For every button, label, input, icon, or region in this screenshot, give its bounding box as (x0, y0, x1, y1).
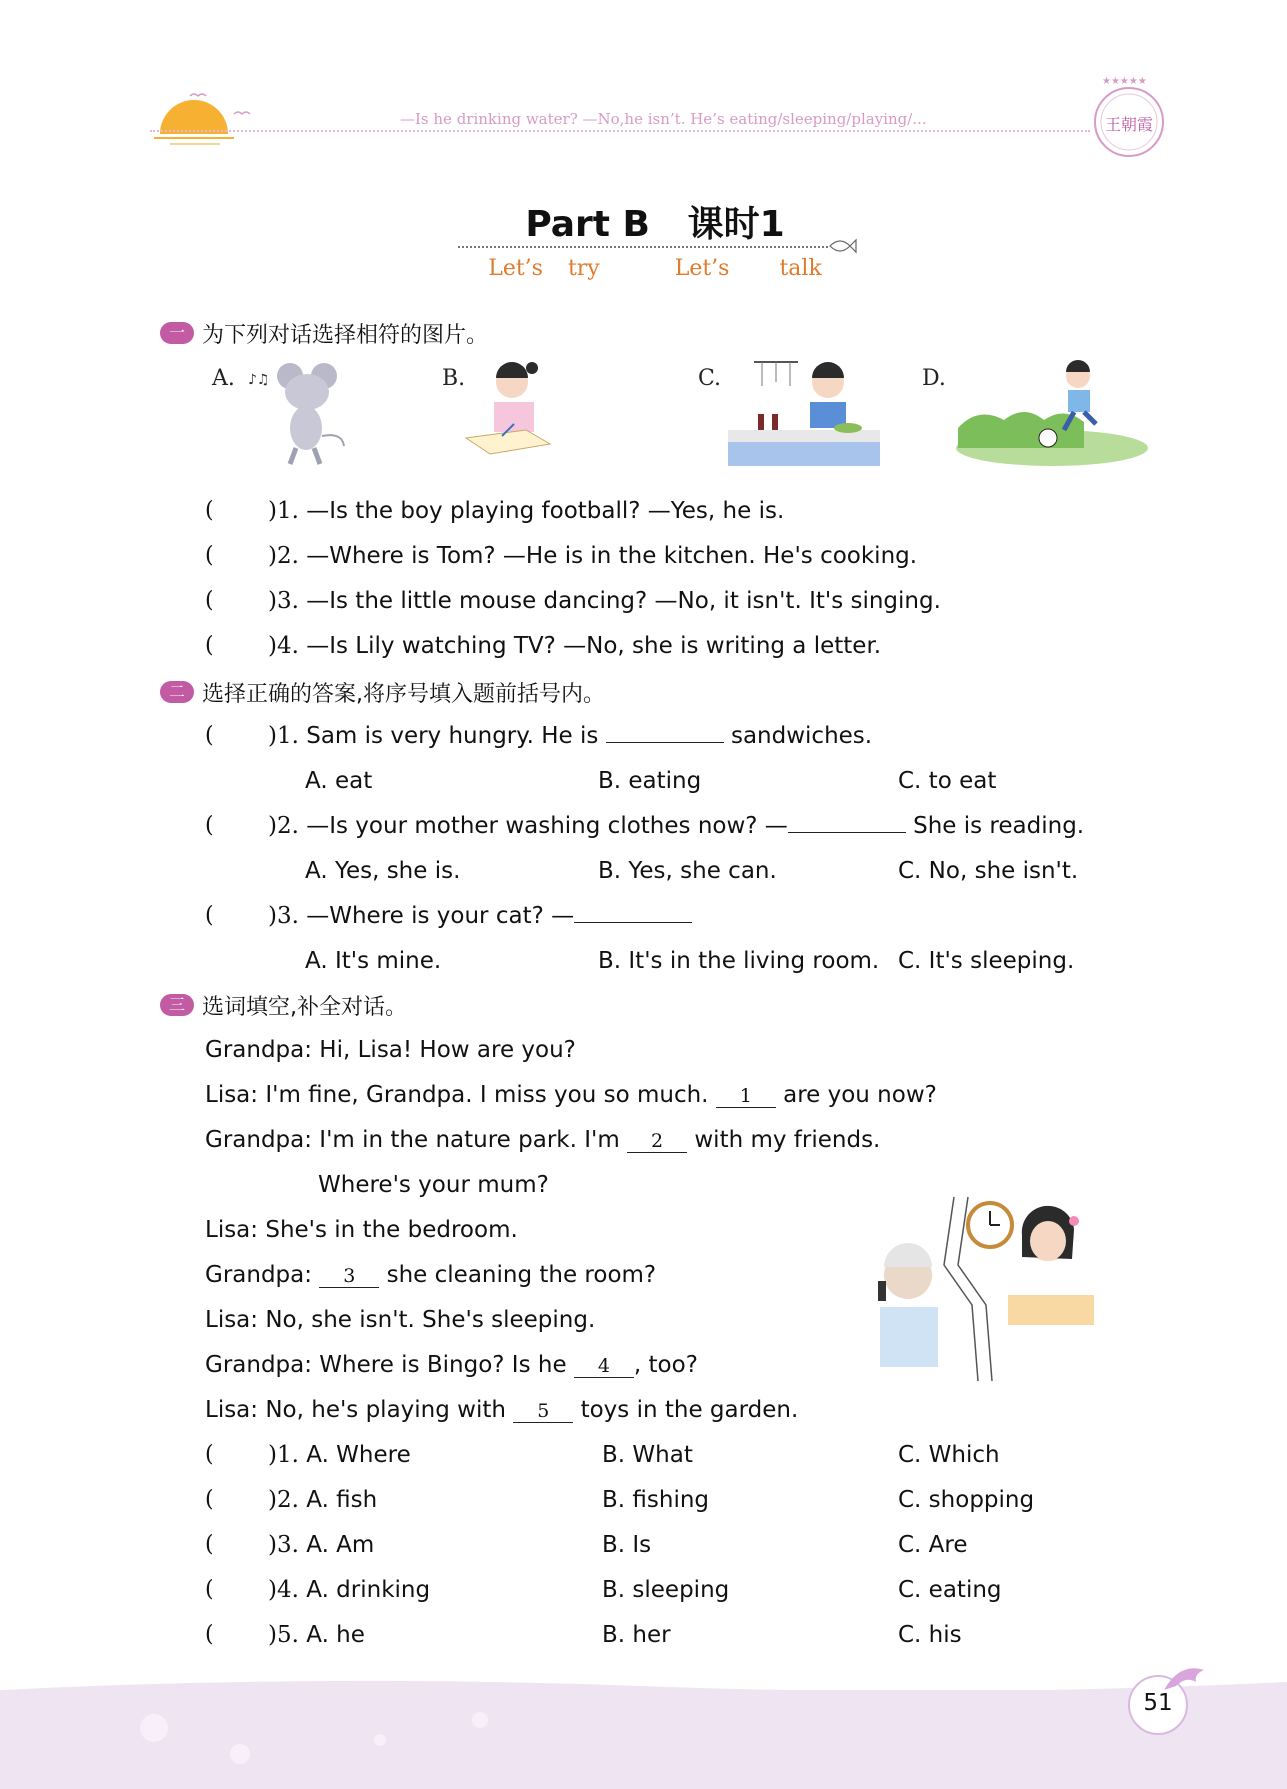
answer-paren[interactable]: ( (205, 723, 214, 748)
answer-blank[interactable] (788, 832, 906, 833)
choice-row-3 (268, 1532, 374, 1558)
option-c: C. Which (898, 1442, 1000, 1468)
header-topic-text: —Is he drinking water? —No,he isn’t. He’s eating/sleeping/playing/... (400, 110, 927, 128)
fish-ornament-icon (828, 236, 858, 256)
option-c: C. his (898, 1622, 962, 1648)
answer-blank[interactable] (574, 922, 692, 923)
option-b: B. What (602, 1442, 693, 1468)
answer-paren[interactable]: ( (205, 1442, 214, 1467)
dialogue-text: , too? (633, 1352, 698, 1378)
question-2-2 (268, 813, 1084, 839)
question-text: —Is Lily watching TV? —No, she is writing a letter. (306, 633, 882, 659)
question-number: )2. (268, 543, 299, 569)
option-a: A. Where (306, 1442, 411, 1468)
dialogue-blank-5[interactable]: 5 (513, 1400, 573, 1423)
picture-c-label: C. (698, 366, 722, 391)
option-a: A. Am (306, 1532, 375, 1558)
answer-paren[interactable]: ( (205, 813, 214, 838)
question-text-after: She is reading. (905, 813, 1085, 839)
question-2-1 (268, 723, 872, 749)
dialogue-line: Grandpa: Hi, Lisa! How are you? (205, 1037, 576, 1063)
dialogue-text: Lisa: I'm fine, Grandpa. I miss you so much. (205, 1082, 716, 1108)
answer-paren[interactable]: ( (205, 903, 214, 928)
question-number: )4. (268, 633, 299, 659)
answer-paren[interactable]: ( (205, 633, 214, 658)
option-a: A. he (306, 1622, 365, 1648)
answer-blank[interactable] (606, 742, 724, 743)
answer-paren[interactable]: ( (205, 543, 214, 568)
answer-paren[interactable]: ( (205, 1487, 214, 1512)
option-b: B. eating (598, 768, 702, 794)
dialogue-text: Grandpa: (205, 1262, 320, 1288)
boy-football-picture (956, 358, 1150, 468)
option-b: B. her (602, 1622, 671, 1648)
answer-paren[interactable]: ( (205, 588, 214, 613)
answer-paren[interactable]: ( (205, 1622, 214, 1647)
picture-d-label: D. (922, 366, 946, 391)
dialogue-text: Grandpa: I'm in the nature park. I'm (205, 1127, 628, 1153)
choice-row-1 (268, 1442, 411, 1468)
option-c: C. No, she isn't. (898, 858, 1079, 884)
option-b: B. Is (602, 1532, 652, 1558)
dialogue-blank-4[interactable]: 4 (574, 1355, 634, 1378)
dialogue-blank-1[interactable]: 1 (716, 1085, 776, 1108)
question-number: )5. (268, 1622, 299, 1648)
section-2-heading: 选择正确的答案,将序号填入题前括号内。 (202, 682, 605, 707)
seal-lettering: 王朝霞 (1104, 115, 1154, 134)
picture-a-label: A. (212, 366, 235, 391)
phone-call-picture (868, 1195, 1094, 1381)
question-2-3 (268, 903, 692, 929)
choice-row-2 (268, 1487, 377, 1513)
dialogue-line: Where's your mum? (318, 1172, 549, 1198)
dialogue-line (205, 1397, 798, 1423)
option-b: B. It's in the living room. (598, 948, 880, 974)
question-text: —Is the boy playing football? —Yes, he is. (306, 498, 785, 524)
header-divider (150, 130, 1090, 132)
section-1-heading: 为下列对话选择相符的图片。 (202, 323, 489, 348)
question-1-4 (268, 633, 881, 659)
section-1-badge: 一 (160, 322, 194, 344)
choice-row-4 (268, 1577, 430, 1603)
dialogue-line: Lisa: She's in the bedroom. (205, 1217, 518, 1243)
girl-writing-picture (462, 358, 572, 468)
option-c: C. eating (898, 1577, 1002, 1603)
dialogue-line (205, 1262, 656, 1288)
question-number: )2. (268, 1487, 299, 1513)
answer-paren[interactable]: ( (205, 1532, 214, 1557)
dialogue-text: toys in the garden. (573, 1397, 799, 1423)
dialogue-blank-3[interactable]: 3 (319, 1265, 379, 1288)
section-2-badge: 二 (160, 681, 194, 703)
option-a: A. eat (305, 768, 373, 794)
page-subtitle: Let’s try Let’s talk (488, 256, 822, 281)
option-c: C. shopping (898, 1487, 1035, 1513)
option-c: C. Are (898, 1532, 968, 1558)
dialogue-text: Lisa: No, he's playing with (205, 1397, 514, 1423)
dialogue-text: she cleaning the room? (379, 1262, 657, 1288)
option-b: B. fishing (602, 1487, 710, 1513)
page-title: Part B 课时1 (525, 204, 785, 245)
question-1-1 (268, 498, 784, 524)
page-number: 51 (1143, 1690, 1173, 1716)
question-number: )3. (268, 903, 299, 929)
question-number: )4. (268, 1577, 299, 1603)
dialogue-line (205, 1127, 880, 1153)
question-number: )1. (268, 498, 299, 524)
dialogue-text: Grandpa: Where is Bingo? Is he (205, 1352, 574, 1378)
option-a: A. It's mine. (305, 948, 442, 974)
question-text-before: Sam is very hungry. He is (306, 723, 606, 749)
svg-text:♪♫: ♪♫ (248, 372, 270, 388)
boy-cooking-picture (728, 358, 880, 468)
choice-row-5 (268, 1622, 365, 1648)
dialogue-line (205, 1352, 698, 1378)
dialogue-line (205, 1082, 937, 1108)
question-text-after: sandwiches. (723, 723, 873, 749)
question-number: )2. (268, 813, 299, 839)
option-c: C. It's sleeping. (898, 948, 1075, 974)
dialogue-blank-2[interactable]: 2 (627, 1130, 687, 1153)
title-divider (458, 246, 828, 248)
question-1-3 (268, 588, 941, 614)
question-number: )1. (268, 1442, 299, 1468)
option-a: A. Yes, she is. (305, 858, 461, 884)
option-a: A. drinking (306, 1577, 431, 1603)
option-a: A. fish (306, 1487, 378, 1513)
singing-mouse-picture (246, 358, 356, 468)
sun-logo-icon (150, 92, 270, 152)
question-text: —Where is Tom? —He is in the kitchen. He's cooking. (306, 543, 918, 569)
option-b: B. Yes, she can. (598, 858, 777, 884)
option-c: C. to eat (898, 768, 997, 794)
section-3-badge: 三 (160, 994, 194, 1016)
picture-b-label: B. (442, 366, 466, 391)
question-number: )3. (268, 1532, 299, 1558)
answer-paren[interactable]: ( (205, 498, 214, 523)
dialogue-line: Lisa: No, she isn't. She's sleeping. (205, 1307, 596, 1333)
section-3-heading: 选词填空,补全对话。 (202, 995, 407, 1020)
dialogue-text: with my friends. (687, 1127, 881, 1153)
footer-bubbles (120, 1700, 520, 1780)
brand-seal-logo-icon (1086, 76, 1172, 162)
option-b: B. sleeping (602, 1577, 730, 1603)
question-number: )3. (268, 588, 299, 614)
question-number: )1. (268, 723, 299, 749)
question-text-before: —Where is your cat? — (306, 903, 575, 929)
dialogue-text: are you now? (775, 1082, 937, 1108)
answer-paren[interactable]: ( (205, 1577, 214, 1602)
svg-text:★★★★★: ★★★★★ (1102, 76, 1147, 87)
question-text-before: —Is your mother washing clothes now? — (306, 813, 788, 839)
question-1-2 (268, 543, 917, 569)
question-text: —Is the little mouse dancing? —No, it isn't. It's singing. (306, 588, 941, 614)
